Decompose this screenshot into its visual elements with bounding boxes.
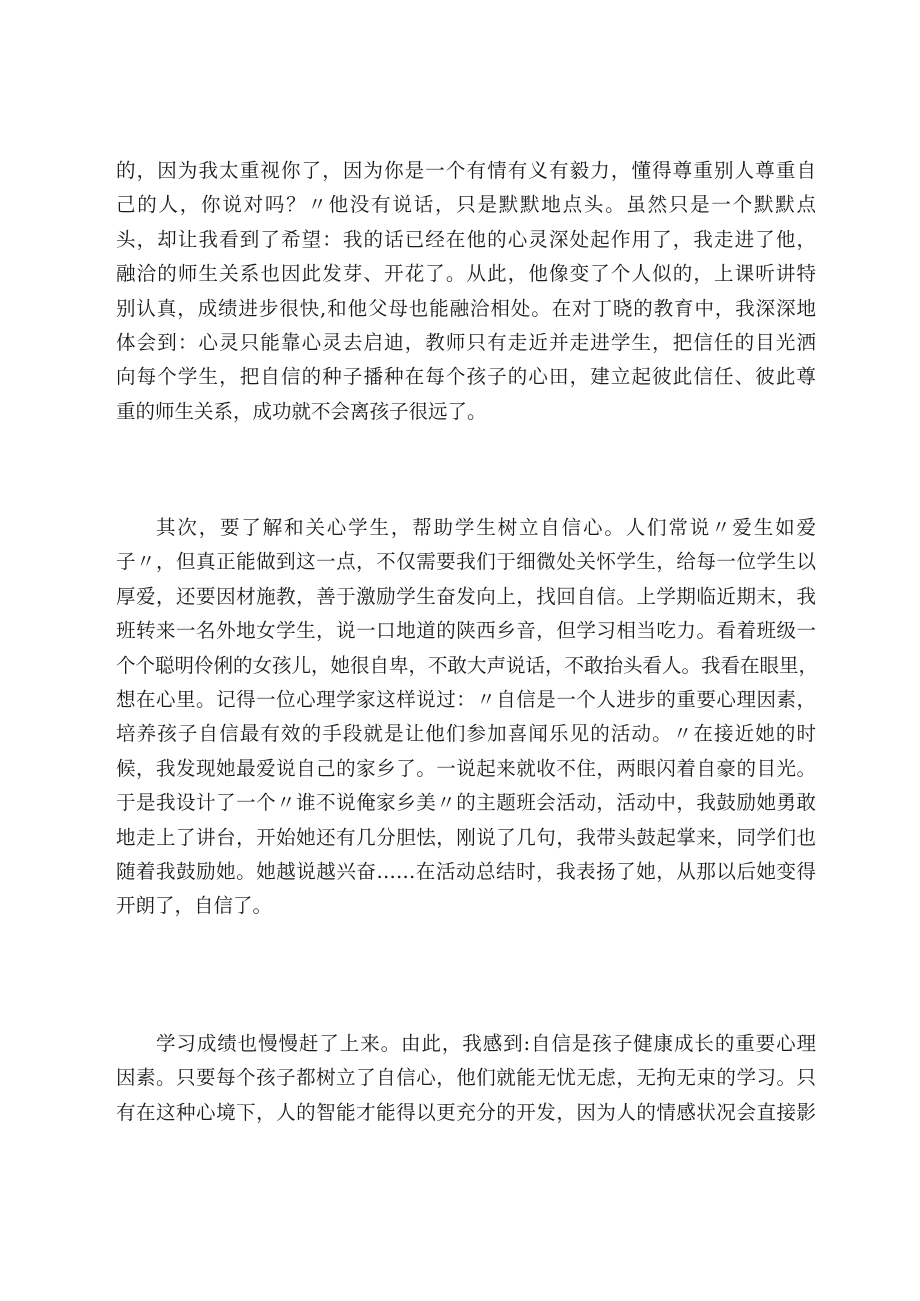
text-line: 融洽的师生关系也因此发芽、开花了。从此，他像变了个人似的，上课听讲特 [116, 262, 816, 286]
text-line: 开朗了，自信了。 [116, 894, 273, 918]
text-line: 头，却让我看到了希望：我的话已经在他的心灵深处起作用了，我走进了他， [116, 227, 816, 251]
paragraph-3 [116, 1027, 816, 1130]
text-line: 体会到：心灵只能靠心灵去启迪，教师只有走近并走进学生，把信任的目光洒 [116, 330, 816, 354]
text-line: 的，因为我太重视你了，因为你是一个有情有义有毅力，懂得尊重别人尊重自 [116, 159, 816, 182]
text-line: 其次，要了解和关心学生，帮助学生树立自信心。人们常说〃爱生如爱 [156, 516, 816, 539]
text-line: 因素。只要每个孩子都树立了自信心，他们就能无忧无虑，无拘无束的学习。只 [116, 1066, 816, 1090]
text-line: 培养孩子自信最有效的手段就是让他们参加喜闻乐见的活动。〃在接近她的时 [116, 722, 816, 746]
text-line: 个个聪明伶俐的女孩儿，她很自卑，不敢大声说话，不敢抬头看人。我看在眼里， [116, 653, 819, 677]
text-line: 于是我设计了一个〃谁不说俺家乡美〃的主题班会活动，活动中，我鼓励她勇敢 [116, 791, 816, 815]
text-line: 候，我发现她最爱说自己的家乡了。一说起来就收不住，两眼闪着自豪的目光。 [116, 756, 816, 780]
text-line: 己的人，你说对吗？〃他没有说话，只是默默地点头。虽然只是一个默默点 [116, 193, 816, 217]
text-line: 别认真，成绩进步很快,和他父母也能融洽相处。在对丁晓的教育中，我深深地 [116, 296, 816, 320]
text-line: 重的师生关系，成功就不会离孩子很远了。 [116, 399, 487, 423]
text-line: 随着我鼓励她。她越说越兴奋……在活动总结时，我表扬了她，从那以后她变得 [116, 859, 816, 883]
paragraph-2 [116, 511, 819, 924]
text-line: 学习成绩也慢慢赶了上来。由此，我感到:自信是孩子健康成长的重要心理 [156, 1032, 816, 1055]
text-line: 地走上了讲台，开始她还有几分胆怯，刚说了几句，我带头鼓起掌来，同学们也 [116, 825, 816, 849]
text-line: 有在这种心境下，人的智能才能得以更充分的开发，因为人的情感状况会直接影 [116, 1100, 816, 1124]
text-line: 向每个学生，把自信的种子播种在每个孩子的心田，建立起彼此信任、彼此尊 [116, 365, 816, 389]
text-line: 班转来一名外地女学生，说一口地道的陕西乡音，但学习相当吃力。看着班级一 [116, 619, 816, 643]
text-line: 子〃，但真正能做到这一点，不仅需要我们于细微处关怀学生，给每一位学生以 [116, 550, 816, 574]
paragraph-1 [116, 154, 816, 429]
text-line: 厚爱，还要因材施教，善于激励学生奋发向上，找回自信。上学期临近期末，我 [116, 584, 816, 608]
text-line: 想在心里。记得一位心理学家这样说过：〃自信是一个人进步的重要心理因素， [116, 687, 816, 711]
